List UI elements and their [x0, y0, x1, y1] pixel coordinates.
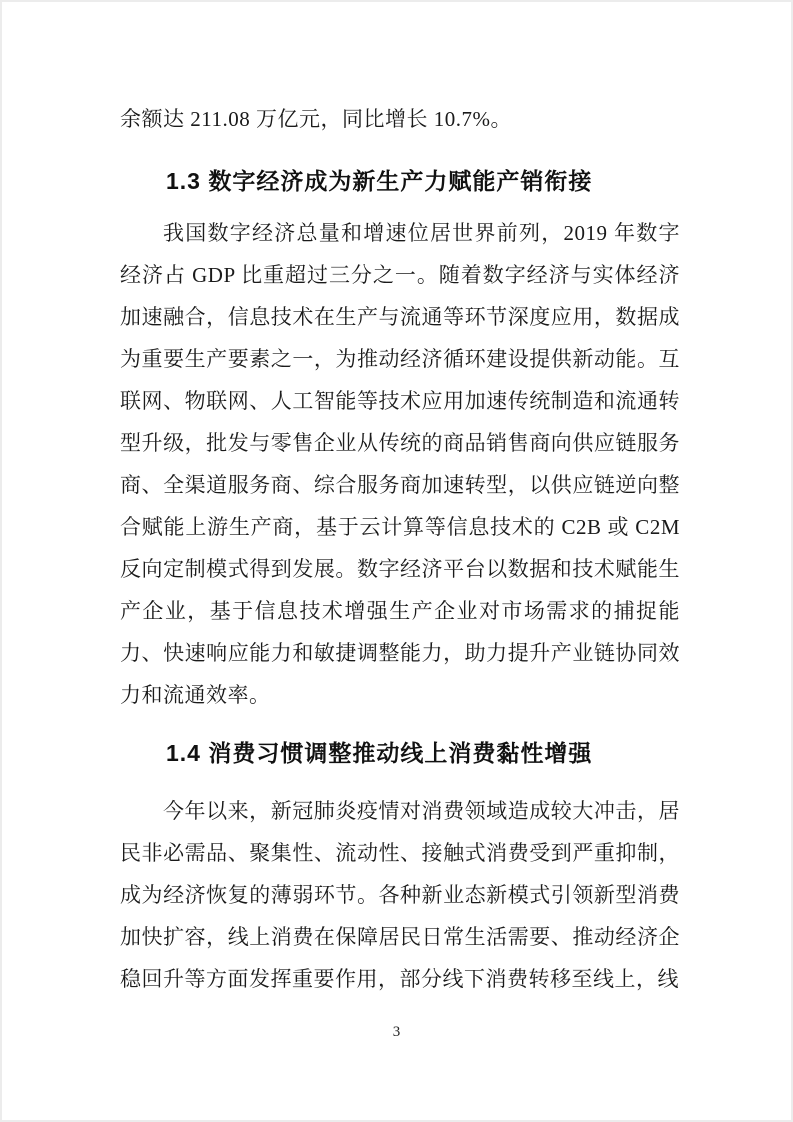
paragraph-continuation-line: 余额达 211.08 万亿元，同比增长 10.7%。 — [120, 107, 512, 131]
section-heading-1-4: 1.4 消费习惯调整推动线上消费黏性增强 — [166, 740, 593, 766]
section-1-4-paragraph: 今年以来，新冠肺炎疫情对消费领域造成较大冲击，居民非必需品、聚集性、流动性、接触式消费受到严重抑制，成为经济恢复的薄弱环节。各种新业态新模式引领新型消费加快扩容，线上消费在保障居民日常生活需要、推动经济企稳回升等方面发挥重要作用，部分线下消费转移至线上，线 — [120, 799, 680, 991]
section-heading-1-3: 1.3 数字经济成为新生产力赋能产销衔接 — [166, 168, 593, 194]
document-body — [120, 98, 680, 1000]
section-1-3-paragraph: 我国数字经济总量和增速位居世界前列，2019 年数字经济占 GDP 比重超过三分之一。随着数字经济与实体经济加速融合，信息技术在生产与流通等环节深度应用，数据成为重要生产要素之一，为推动经济循环建设提供新动能。互联网、物联网、人工智能等技术应用加速传统制造和流通转型升级，批发与零售企业从传统的商品销售商向供应链服务商、全渠道服务商、综合服务商加速转型，以供应链逆向整合赋能上游生产商，基于云计算等信息技术的 C2B 或 C2M 反向定制模式得到发展。数字经济平台以数据和技术赋能生产企业，基于信息技术增强生产企业对市场需求的捕捉能力、快速响应能力和敏捷调整能力，助力提升产业链协同效力和流通效率。 — [120, 221, 680, 707]
page-number: 3 — [392, 1024, 401, 1040]
